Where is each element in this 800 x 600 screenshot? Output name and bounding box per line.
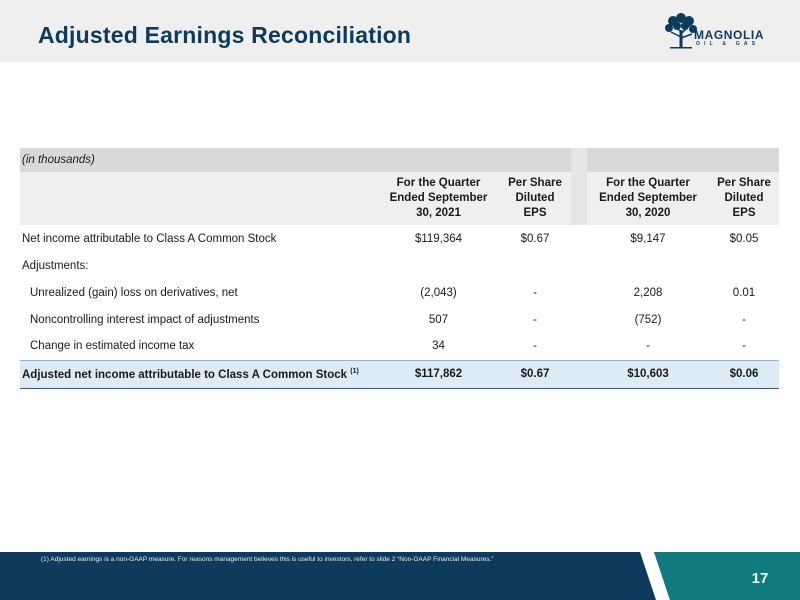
table-cell <box>709 252 779 279</box>
table-cell <box>378 252 499 279</box>
table-cell: $0.67 <box>520 232 550 245</box>
column-header: Per Share Diluted EPS <box>709 172 779 225</box>
table-row <box>20 225 779 252</box>
footnote-ref: (1) <box>350 367 359 375</box>
table-cell: $9,147 <box>630 232 666 245</box>
table-row <box>20 306 779 333</box>
table-cell: - <box>646 340 650 353</box>
row-label: Noncontrolling interest impact of adjustments <box>30 313 260 326</box>
total-row <box>20 360 779 388</box>
table-cell: - <box>533 313 537 326</box>
table-cell: $0.06 <box>709 360 779 388</box>
table-cell: 507 <box>428 313 449 326</box>
table-header-row <box>20 172 779 225</box>
table-cell: - <box>742 313 746 326</box>
table-cell: $117,862 <box>378 360 499 388</box>
table-row <box>20 252 779 279</box>
logo-name: MAGNOLIA <box>694 28 765 42</box>
table-row <box>20 333 779 360</box>
footnote-text: (1) Adjusted earnings is a non-GAAP measure. For reasons management believes this is useful to investors, refer to slide 2 “Non-GAAP Financial Measures.” <box>41 556 494 563</box>
table-cell <box>499 252 571 279</box>
table-cell: - <box>533 286 537 299</box>
table-cell: - <box>742 340 746 353</box>
tree-logo-icon <box>664 10 698 50</box>
table-cell: 34 <box>432 340 445 353</box>
column-header: For the Quarter Ended September 30, 2021 <box>378 172 499 225</box>
row-label: Change in estimated income tax <box>30 340 195 353</box>
total-row-label <box>20 360 378 388</box>
table-units-row <box>20 148 779 172</box>
table-cell: $119,364 <box>414 232 463 245</box>
table-cell: (2,043) <box>420 286 457 299</box>
units-label: (in thousands) <box>20 148 378 172</box>
slide-header <box>0 0 800 62</box>
reconciliation-table <box>20 148 779 389</box>
table-cell: - <box>533 340 537 353</box>
page-title: Adjusted Earnings Reconciliation <box>38 22 412 48</box>
total-label-text: Adjusted net income attributable to Class A Common Stock <box>22 368 348 381</box>
company-logo <box>664 10 776 50</box>
table-cell: 0.01 <box>732 286 756 299</box>
table-cell: (752) <box>634 313 662 326</box>
table-cell <box>587 252 709 279</box>
column-header: For the Quarter Ended September 30, 2020 <box>587 172 709 225</box>
table-cell: $0.67 <box>499 360 571 388</box>
row-label: Net income attributable to Class A Common Stock <box>22 232 277 245</box>
row-label: Adjustments: <box>22 259 89 272</box>
table-cell: $0.05 <box>729 232 759 245</box>
table-cell: $10,603 <box>587 360 709 388</box>
logo-subtitle: OIL & GAS <box>696 41 760 47</box>
slide-footer <box>0 552 800 600</box>
table-cell: 2,208 <box>633 286 663 299</box>
row-label: Unrealized (gain) loss on derivatives, net <box>30 286 238 299</box>
page-number: 17 <box>751 570 769 587</box>
table-row <box>20 279 779 306</box>
column-header: Per Share Diluted EPS <box>499 172 571 225</box>
